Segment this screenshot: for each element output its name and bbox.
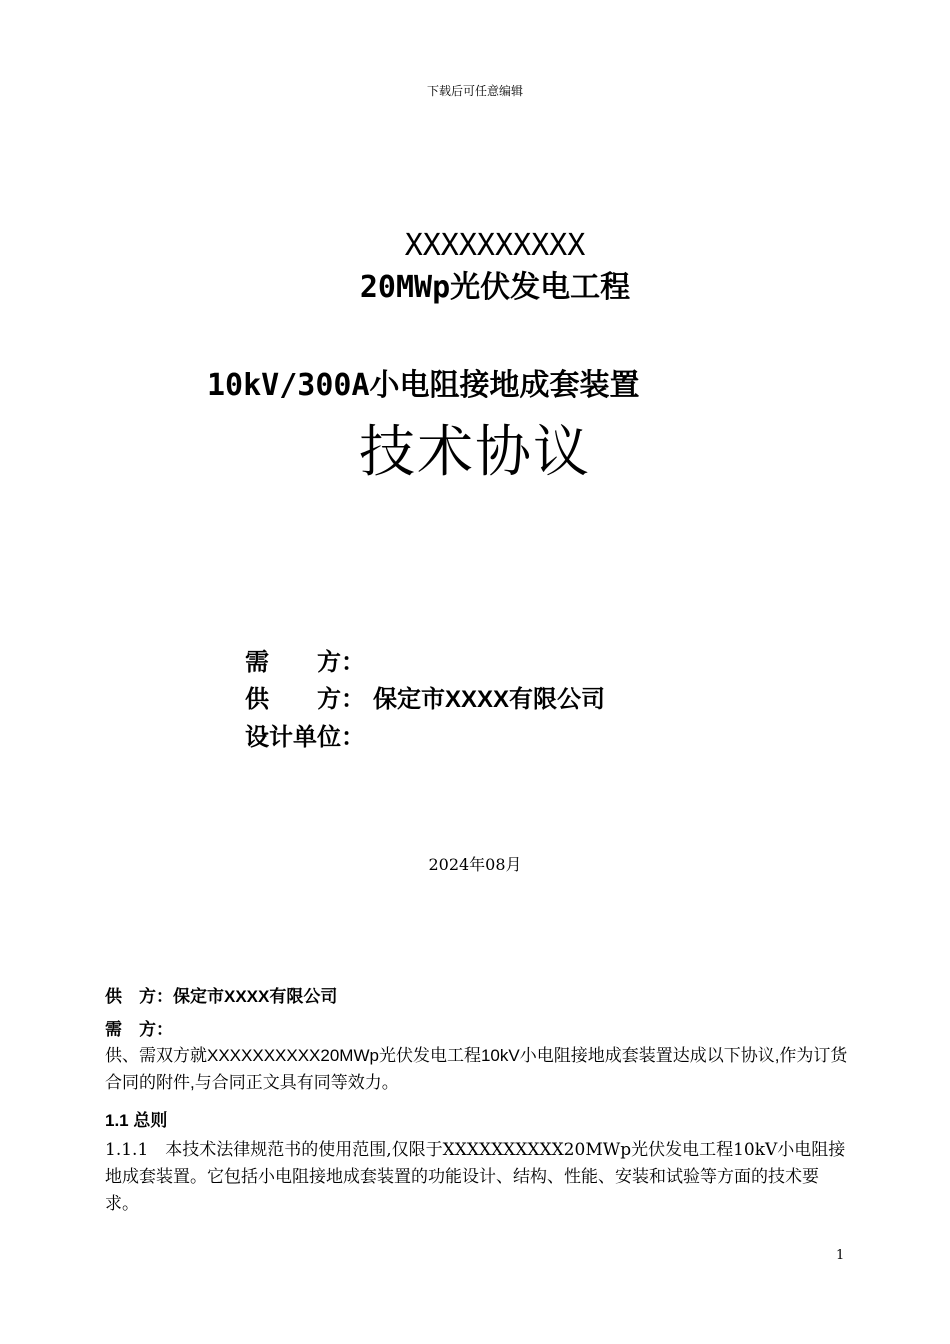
supply-party-value: 保定市XXXX有限公司 bbox=[373, 686, 606, 713]
demand-party-row bbox=[245, 642, 373, 677]
intro-paragraph: 供、需双方就XXXXXXXXXX20MWp光伏发电工程10kV小电阻接地成套装置达成以下协议,作为订货合同的附件,与合同正文具有同等效力。 bbox=[105, 1046, 848, 1092]
document-title: 技术协议 bbox=[359, 420, 591, 485]
document-date: 2024年08月 bbox=[428, 855, 522, 874]
supply-party-label: 供 方： bbox=[245, 686, 365, 713]
header-note: 下载后可任意编辑 bbox=[426, 84, 523, 98]
design-unit-label: 设计单位： bbox=[245, 724, 365, 751]
clause-1-1-1: 1.1.1 本技术法律规范书的使用范围,仅限于XXXXXXXXXX20MWp光伏发电工程10kV小电阻接地成套装置。它包括小电阻接地成套装置的功能设计、结构、性能、安装和试验等方面的技术要求。 bbox=[105, 1140, 846, 1214]
body-supply-line: 供 方：保定市XXXX有限公司 bbox=[105, 987, 338, 1006]
page-number: 1 bbox=[836, 1248, 845, 1263]
document-subtitle: 10kV/300A小电阻接地成套装置 bbox=[207, 368, 640, 403]
section-heading: 1.1 总则 bbox=[105, 1111, 168, 1130]
body-demand-line: 需 方： bbox=[105, 1020, 173, 1039]
title-project-name: 20MWp光伏发电工程 bbox=[359, 270, 631, 305]
design-unit-row bbox=[245, 717, 373, 752]
title-project-code: XXXXXXXXXX bbox=[404, 228, 586, 263]
supply-party-row bbox=[245, 679, 605, 714]
demand-party-label: 需 方： bbox=[245, 649, 365, 676]
